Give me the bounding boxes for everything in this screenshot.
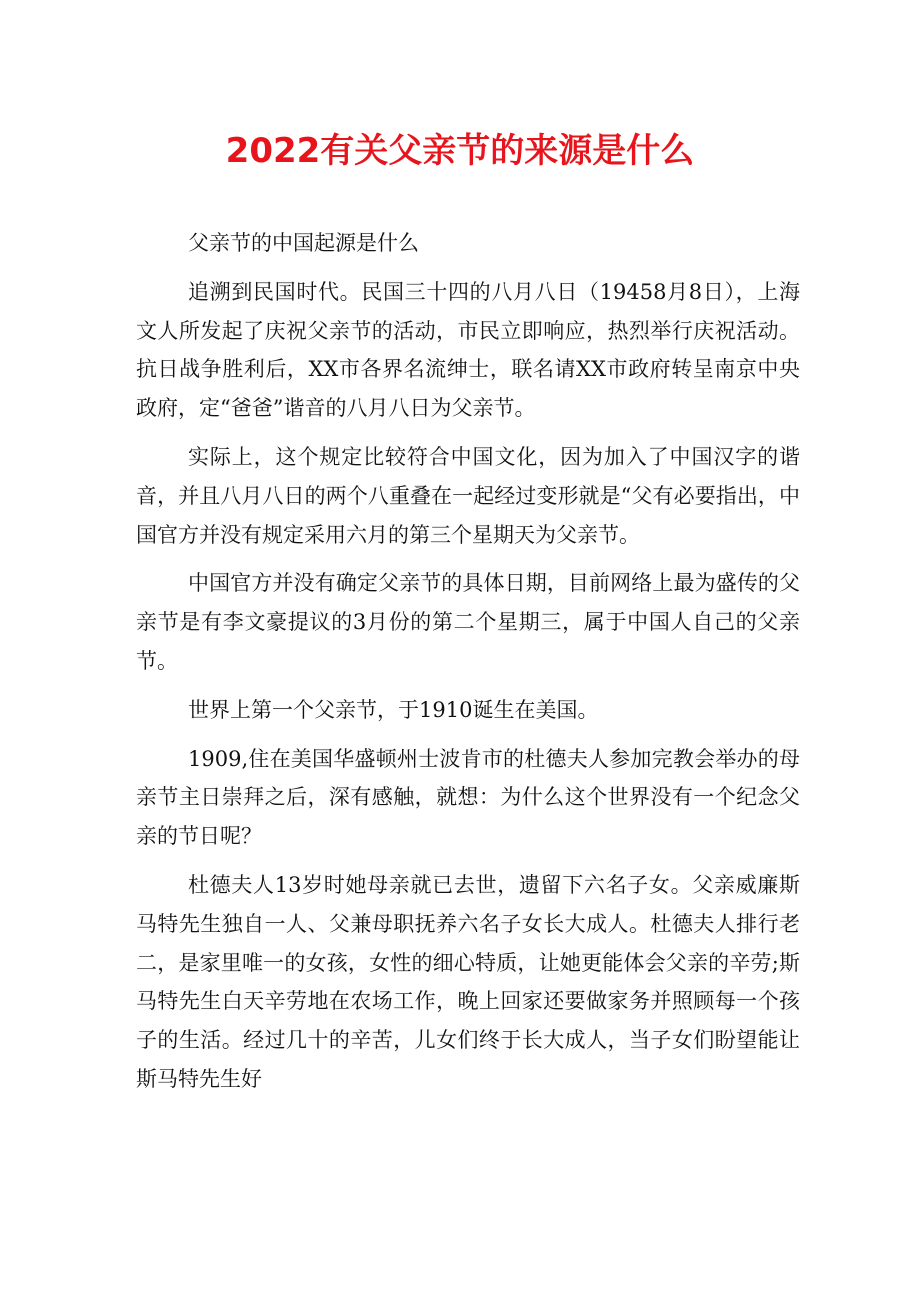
paragraph: 实际上，这个规定比较符合中国文化，因为加入了中国汉字的谐音，并且八月八日的两个八重叠在一起经过变形就是“父有必要指出，中国官方并没有规定采用六月的第三个星期天为父亲节。 [136,444,800,547]
paragraph: 追溯到民国时代。民国三十四的八月八日（19458月8日），上海文人所发起了庆祝父亲节的活动，市民立即响应，热烈举行庆祝活动。抗日战争胜利后，XX市各界名流绅士，联名请XX市政府转呈南京中央政府，定“爸爸”谐音的八月八日为父亲节。 [136,279,800,421]
document-title: 2022有关父亲节的来源是什么 [225,131,695,171]
document-body [136,224,800,1109]
paragraph: 1909,住在美国华盛顿州士波肯市的杜德夫人参加完教会举办的母亲节主日崇拜之后，深有感触，就想：为什么这个世界没有一个纪念父亲的节日呢？ [136,746,800,849]
paragraph: 杜德夫人13岁时她母亲就已去世，遗留下六名子女。父亲威廉斯马特先生独自一人、父兼母职抚养六名子女长大成人。杜德夫人排行老二，是家里唯一的女孩，女性的细心特质，让她更能体会父亲的辛劳;斯马特先生白天辛劳地在农场工作，晚上回家还要做家务并照顾每一个孩子的生活。经过几十的辛苦，儿女们终于长大成人，当子女们盼望能让斯马特先生好 [136,872,800,1091]
paragraph: 世界上第一个父亲节，于1910诞生在美国。 [188,697,599,722]
paragraph-subheading: 父亲节的中国起源是什么 [188,231,419,255]
paragraph: 中国官方并没有确定父亲节的具体日期，目前网络上最为盛传的父亲节是有李文豪提议的3月份的第二个星期三，属于中国人自己的父亲节。 [136,571,800,673]
